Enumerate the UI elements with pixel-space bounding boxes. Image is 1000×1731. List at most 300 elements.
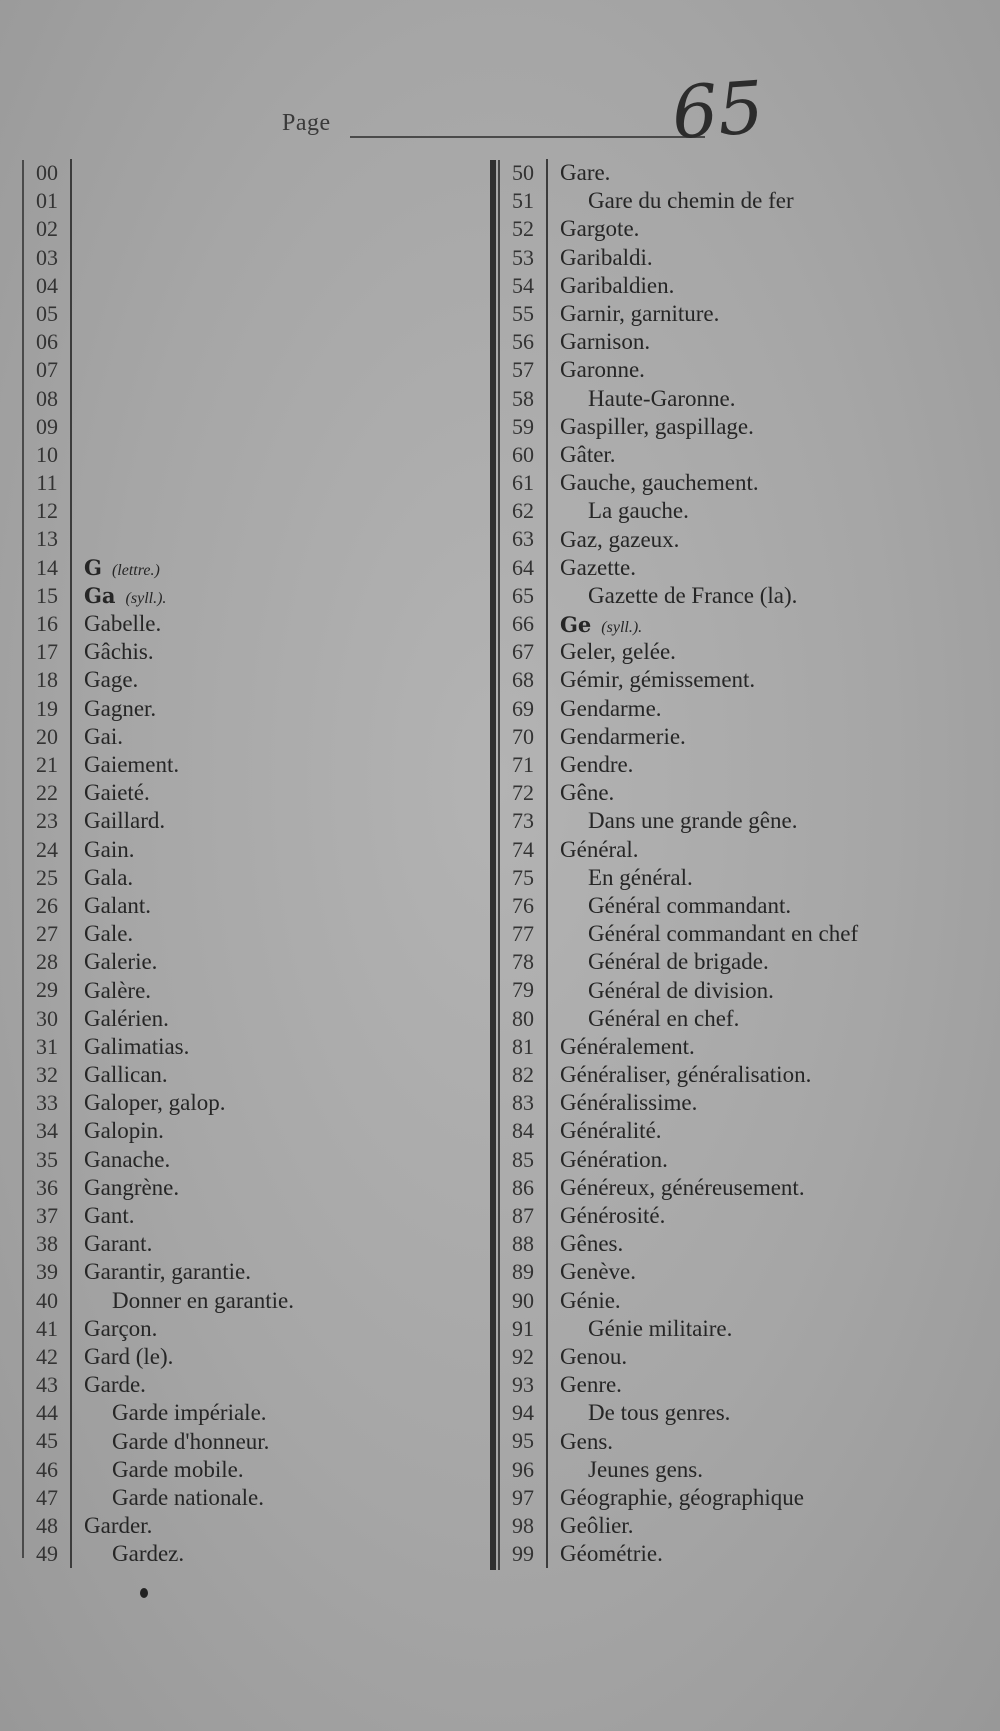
entry-number: 53 <box>490 244 548 272</box>
entry-word: Donner en garantie. <box>112 1287 295 1313</box>
entry-word: Galerie. <box>84 949 158 975</box>
entry-text <box>548 1429 613 1455</box>
entry-number: 09 <box>24 413 72 441</box>
entry-text <box>548 1400 730 1426</box>
entry-text <box>72 611 161 637</box>
entry-word: Ge <box>560 611 592 637</box>
entry-word: Général en chef. <box>588 1005 740 1031</box>
entry-word: Généralité. <box>560 1118 662 1144</box>
entry-text <box>72 724 123 750</box>
entry-number: 27 <box>24 920 72 948</box>
entry-word: Gage. <box>84 667 139 693</box>
entry-word: Galoper, galop. <box>84 1090 226 1116</box>
entry-word: Gagner. <box>84 695 157 721</box>
entry-text <box>548 470 759 496</box>
entry-text <box>548 893 791 919</box>
entry-word: Gendarme. <box>560 695 662 721</box>
entry-number: 62 <box>490 497 548 525</box>
entry-number: 71 <box>490 751 548 779</box>
entry-number: 58 <box>490 385 548 413</box>
list-item <box>490 751 858 779</box>
ink-spot <box>140 1588 148 1598</box>
entry-word: Garnison. <box>560 329 651 355</box>
entry-number: 14 <box>24 554 72 582</box>
entry-text <box>72 1485 264 1511</box>
entry-word: Gâter. <box>560 441 616 467</box>
entry-text <box>72 1259 251 1285</box>
entry-text <box>72 1175 179 1201</box>
list-item <box>490 215 858 243</box>
list-item <box>24 948 294 976</box>
list-item <box>24 582 294 610</box>
list-item <box>490 836 858 864</box>
entry-number: 90 <box>490 1287 548 1315</box>
entry-text <box>548 442 616 468</box>
entry-number: 02 <box>24 215 72 243</box>
entry-text <box>548 1259 636 1285</box>
entry-number: 78 <box>490 948 548 976</box>
entry-text <box>72 1316 157 1342</box>
entry-text <box>72 1231 152 1257</box>
entry-text <box>548 527 679 553</box>
entry-text <box>72 696 156 722</box>
entry-word: Gargote. <box>560 216 640 242</box>
entry-text <box>548 301 719 327</box>
entry-number: 36 <box>24 1174 72 1202</box>
entry-text <box>548 583 797 609</box>
entry-word: Gémir, gémissement. <box>560 667 756 693</box>
list-item <box>24 525 294 553</box>
entry-text <box>548 386 736 412</box>
entry-number: 43 <box>24 1371 72 1399</box>
entry-number: 44 <box>24 1399 72 1427</box>
entry-number: 92 <box>490 1343 548 1371</box>
entry-number: 61 <box>490 469 548 497</box>
list-item <box>24 1005 294 1033</box>
list-item <box>24 1089 294 1117</box>
entry-text <box>72 667 138 693</box>
entry-word: Gaieté. <box>84 780 150 806</box>
entry-number: 82 <box>490 1061 548 1089</box>
entry-number: 32 <box>24 1061 72 1089</box>
entry-number: 63 <box>490 525 548 553</box>
entry-number: 35 <box>24 1146 72 1174</box>
entry-text <box>548 1147 668 1173</box>
entry-number: 65 <box>490 582 548 610</box>
entry-word: Galopin. <box>84 1118 164 1144</box>
entry-number: 97 <box>490 1484 548 1512</box>
entry-number: 05 <box>24 300 72 328</box>
list-item <box>24 920 294 948</box>
entry-text <box>72 1288 294 1314</box>
entry-word: Galère. <box>84 977 152 1003</box>
list-item <box>490 1456 858 1484</box>
list-item <box>490 1512 858 1540</box>
list-item <box>490 976 858 1004</box>
list-item <box>24 1202 294 1230</box>
entry-text <box>548 1485 804 1511</box>
entry-number: 64 <box>490 554 548 582</box>
left-column <box>24 159 294 1568</box>
list-item <box>24 497 294 525</box>
entry-number: 91 <box>490 1315 548 1343</box>
entry-text <box>548 498 689 524</box>
entry-word: Genre. <box>560 1372 622 1398</box>
list-item <box>490 1005 858 1033</box>
entry-word: Garde nationale. <box>112 1484 264 1510</box>
entry-word: Gai. <box>84 723 123 749</box>
entry-number: 57 <box>490 356 548 384</box>
entry-number: 87 <box>490 1202 548 1230</box>
entry-number: 85 <box>490 1146 548 1174</box>
list-item <box>24 666 294 694</box>
entry-word: Gaspiller, gaspillage. <box>560 413 754 439</box>
entry-text <box>72 780 150 806</box>
entry-number: 30 <box>24 1005 72 1033</box>
entry-text <box>548 216 639 242</box>
entry-word: Garonne. <box>560 357 645 383</box>
list-item <box>24 272 294 300</box>
entry-text <box>548 1090 697 1116</box>
list-item <box>24 1484 294 1512</box>
entry-number: 86 <box>490 1174 548 1202</box>
entry-text <box>72 949 157 975</box>
entry-word: Gazette. <box>560 554 636 580</box>
entry-number: 00 <box>24 159 72 187</box>
entry-word: Gabelle. <box>84 611 162 637</box>
entry-number: 50 <box>490 159 548 187</box>
entry-number: 46 <box>24 1456 72 1484</box>
page-number-line <box>350 136 705 138</box>
entry-text <box>72 1513 152 1539</box>
entry-number: 07 <box>24 356 72 384</box>
list-item <box>490 723 858 751</box>
list-item <box>24 413 294 441</box>
list-item <box>24 1343 294 1371</box>
entry-number: 55 <box>490 300 548 328</box>
list-item <box>490 159 858 187</box>
entry-word: Garde mobile. <box>112 1456 244 1482</box>
entry-word: Générosité. <box>560 1203 666 1229</box>
entry-number: 94 <box>490 1399 548 1427</box>
entry-text <box>72 837 134 863</box>
entry-text <box>548 1457 703 1483</box>
list-item <box>24 610 294 638</box>
entry-text <box>548 357 645 383</box>
entry-note: (syll.). <box>125 590 167 608</box>
entry-number: 79 <box>490 976 548 1004</box>
entry-text <box>72 808 165 834</box>
list-item <box>24 1456 294 1484</box>
entry-text <box>548 1513 633 1539</box>
entry-text <box>72 583 166 608</box>
entry-number: 73 <box>490 807 548 835</box>
entry-word: Galimatias. <box>84 1033 190 1059</box>
entry-word: Garibaldi. <box>560 244 653 270</box>
entry-number: 99 <box>490 1540 548 1568</box>
list-item <box>24 554 294 582</box>
entry-word: La gauche. <box>588 498 689 524</box>
entry-number: 72 <box>490 779 548 807</box>
entry-text <box>548 1288 621 1314</box>
list-item <box>490 554 858 582</box>
list-item <box>24 695 294 723</box>
entry-word: Géographie, géographique <box>560 1484 804 1510</box>
entry-number: 04 <box>24 272 72 300</box>
entry-word: Genou. <box>560 1343 628 1369</box>
entry-word: Gale. <box>84 921 134 947</box>
list-item <box>490 610 858 638</box>
entry-word: Gala. <box>84 864 134 890</box>
entry-text <box>548 1006 739 1032</box>
entry-word: Gêne. <box>560 780 615 806</box>
list-item <box>490 1202 858 1230</box>
list-item <box>24 1174 294 1202</box>
entry-number: 17 <box>24 638 72 666</box>
entry-word: Général de brigade. <box>588 949 769 975</box>
entry-number: 76 <box>490 892 548 920</box>
entry-text <box>548 837 639 863</box>
list-item <box>490 1484 858 1512</box>
list-item <box>24 1315 294 1343</box>
entry-word: Gallican. <box>84 1062 168 1088</box>
list-item <box>24 1287 294 1315</box>
entry-word: Gaillard. <box>84 808 166 834</box>
entry-number: 83 <box>490 1089 548 1117</box>
entry-number: 70 <box>490 723 548 751</box>
list-item <box>490 1061 858 1089</box>
entry-word: Geôlier. <box>560 1513 634 1539</box>
list-item <box>24 976 294 1004</box>
list-item <box>24 807 294 835</box>
entry-word: Génération. <box>560 1146 668 1172</box>
entry-text <box>72 1118 164 1144</box>
entry-number: 26 <box>24 892 72 920</box>
page-number: 65 <box>669 64 767 156</box>
entry-text <box>548 1541 663 1567</box>
list-item <box>490 695 858 723</box>
list-item <box>24 1033 294 1061</box>
entry-number: 22 <box>24 779 72 807</box>
list-item <box>490 864 858 892</box>
list-item <box>490 1343 858 1371</box>
entry-word: Garde impériale. <box>112 1400 267 1426</box>
list-item <box>24 638 294 666</box>
list-item <box>490 300 858 328</box>
entry-number: 69 <box>490 695 548 723</box>
list-item <box>490 187 858 215</box>
list-item <box>24 864 294 892</box>
entry-word: Généralissime. <box>560 1090 698 1116</box>
list-item <box>24 187 294 215</box>
entry-word: Généralement. <box>560 1033 695 1059</box>
entry-number: 66 <box>490 610 548 638</box>
entry-word: Généreux, généreusement. <box>560 1174 805 1200</box>
entry-text <box>548 329 650 355</box>
list-item <box>24 356 294 384</box>
entry-text <box>72 1147 170 1173</box>
list-item <box>24 244 294 272</box>
entry-word: Gens. <box>560 1428 614 1454</box>
list-item <box>24 1427 294 1455</box>
entry-number: 39 <box>24 1258 72 1286</box>
entry-number: 21 <box>24 751 72 779</box>
entry-word: Gardez. <box>112 1541 185 1567</box>
entry-word: De tous genres. <box>588 1400 731 1426</box>
entry-word: Gazette de France (la). <box>588 582 798 608</box>
entry-number: 19 <box>24 695 72 723</box>
list-item <box>24 751 294 779</box>
entry-word: Génie. <box>560 1287 621 1313</box>
entry-number: 95 <box>490 1427 548 1455</box>
list-item <box>490 1315 858 1343</box>
list-item <box>24 1399 294 1427</box>
entry-text <box>548 752 633 778</box>
entry-text <box>548 949 769 975</box>
list-item <box>24 385 294 413</box>
list-item <box>490 1117 858 1145</box>
entry-number: 89 <box>490 1258 548 1286</box>
entry-note: (syll.). <box>601 618 643 636</box>
entry-word: En général. <box>588 864 693 890</box>
entry-text <box>72 1541 184 1567</box>
entry-number: 37 <box>24 1202 72 1230</box>
list-item <box>490 666 858 694</box>
list-item <box>490 892 858 920</box>
list-item <box>490 920 858 948</box>
entry-text <box>72 1090 226 1116</box>
entry-number: 08 <box>24 385 72 413</box>
entry-text <box>72 865 133 891</box>
entry-text <box>548 978 774 1004</box>
entry-word: Dans une grande gêne. <box>588 808 798 834</box>
entry-number: 75 <box>490 864 548 892</box>
entry-number: 59 <box>490 413 548 441</box>
entry-number: 47 <box>24 1484 72 1512</box>
entry-text <box>72 639 154 665</box>
entry-word: Jeunes gens. <box>588 1456 703 1482</box>
list-item <box>490 1089 858 1117</box>
list-item <box>24 215 294 243</box>
entry-text <box>548 1175 805 1201</box>
entry-word: Gare du chemin de fer <box>588 188 794 214</box>
entry-word: Gênes. <box>560 1231 624 1257</box>
entry-text <box>548 696 662 722</box>
entry-text <box>548 1203 665 1229</box>
entry-text <box>548 555 636 581</box>
entry-text <box>72 893 151 919</box>
entry-number: 25 <box>24 864 72 892</box>
entry-number: 96 <box>490 1456 548 1484</box>
entry-text <box>548 780 614 806</box>
entry-word: Général de division. <box>588 977 774 1003</box>
entry-text <box>548 273 674 299</box>
list-item <box>490 638 858 666</box>
entry-number: 80 <box>490 1005 548 1033</box>
list-item <box>24 1540 294 1568</box>
list-item <box>24 892 294 920</box>
entry-word: Gâchis. <box>84 639 154 665</box>
list-item <box>24 723 294 751</box>
entry-text <box>72 1457 244 1483</box>
list-item <box>24 159 294 187</box>
entry-text <box>72 1344 173 1370</box>
entry-word: Garde. <box>84 1372 146 1398</box>
entry-text <box>548 921 858 947</box>
entry-number: 84 <box>490 1117 548 1145</box>
entry-text <box>72 555 160 580</box>
list-item <box>490 469 858 497</box>
entry-word: Gendre. <box>560 752 634 778</box>
entry-text <box>72 1429 269 1455</box>
entry-word: Garantir, garantie. <box>84 1259 252 1285</box>
entry-word: Garnir, garniture. <box>560 301 720 327</box>
list-item <box>490 1399 858 1427</box>
entry-number: 34 <box>24 1117 72 1145</box>
list-item <box>24 836 294 864</box>
entry-text <box>548 1118 662 1144</box>
entry-number: 03 <box>24 244 72 272</box>
entry-number: 31 <box>24 1033 72 1061</box>
list-item <box>24 1230 294 1258</box>
entry-number: 24 <box>24 836 72 864</box>
entry-number: 15 <box>24 582 72 610</box>
entry-word: Garant. <box>84 1231 153 1257</box>
list-item <box>490 441 858 469</box>
list-item <box>490 582 858 610</box>
list-item <box>490 807 858 835</box>
entry-word: Genève. <box>560 1259 636 1285</box>
entry-text <box>548 188 794 214</box>
entry-number: 52 <box>490 215 548 243</box>
entry-word: Gaz, gazeux. <box>560 526 680 552</box>
entry-text <box>548 245 653 271</box>
list-item <box>490 948 858 976</box>
entry-number: 54 <box>490 272 548 300</box>
entry-number: 40 <box>24 1287 72 1315</box>
entry-text <box>548 612 642 637</box>
list-item <box>24 300 294 328</box>
entry-text <box>548 414 754 440</box>
list-item <box>490 385 858 413</box>
entry-number: 28 <box>24 948 72 976</box>
entry-text <box>548 724 686 750</box>
entry-number: 60 <box>490 441 548 469</box>
entry-number: 12 <box>24 497 72 525</box>
entry-word: Gare. <box>560 160 611 186</box>
entry-text <box>548 865 693 891</box>
list-item <box>24 328 294 356</box>
entry-number: 93 <box>490 1371 548 1399</box>
entry-word: Garde d'honneur. <box>112 1428 270 1454</box>
list-item <box>490 1230 858 1258</box>
entry-number: 11 <box>24 469 72 497</box>
list-item <box>490 1540 858 1568</box>
entry-number: 20 <box>24 723 72 751</box>
entry-number: 06 <box>24 328 72 356</box>
entry-word: Gangrène. <box>84 1174 180 1200</box>
entry-note: (lettre.) <box>111 562 160 580</box>
entry-text <box>72 921 133 947</box>
entry-text <box>548 1062 811 1088</box>
entry-word: Gard (le). <box>84 1343 174 1369</box>
list-item <box>24 779 294 807</box>
list-item <box>490 1427 858 1455</box>
entry-number: 16 <box>24 610 72 638</box>
entry-number: 77 <box>490 920 548 948</box>
entry-word: Geler, gelée. <box>560 639 676 665</box>
entry-text <box>548 160 610 186</box>
